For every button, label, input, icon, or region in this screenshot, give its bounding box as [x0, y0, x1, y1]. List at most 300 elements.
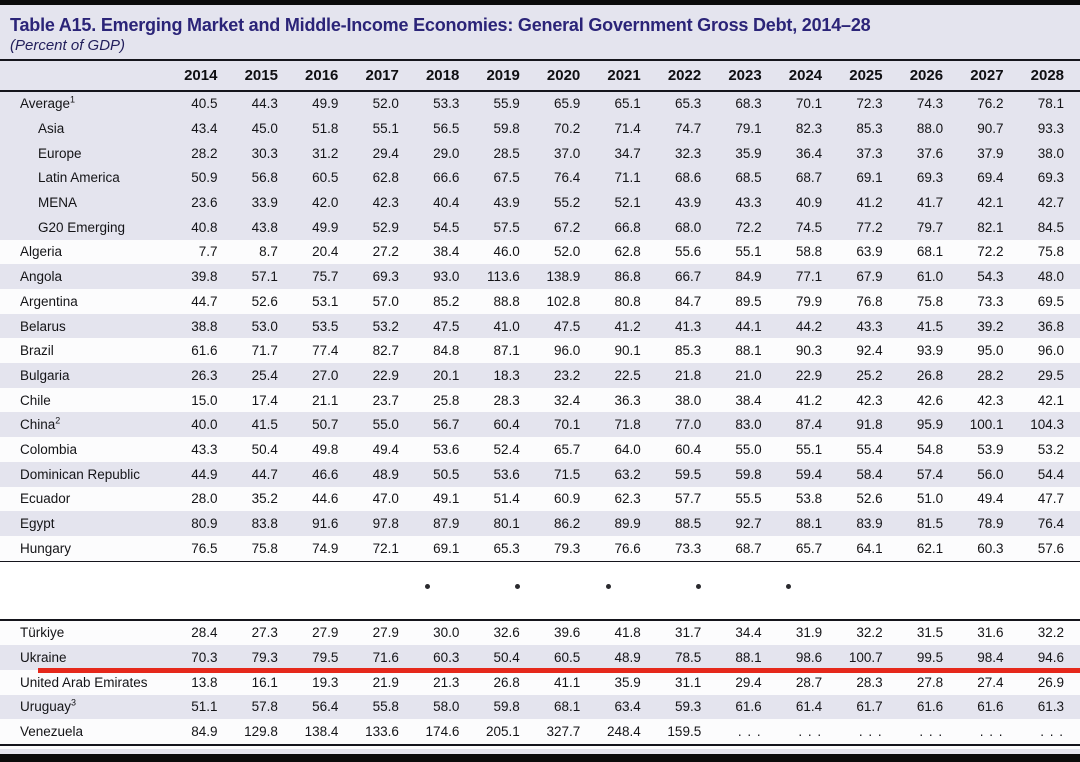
data-cell: 55.0	[372, 417, 399, 433]
data-cell: 83.0	[735, 417, 762, 433]
table-row-average	[0, 92, 1080, 117]
data-cell: 53.2	[372, 318, 399, 334]
upper-table-body	[0, 92, 1080, 561]
data-cell: 23.2	[554, 367, 581, 383]
data-cell: 43.9	[674, 195, 702, 211]
data-cell: 43.9	[493, 195, 520, 211]
data-cell: 71.6	[372, 650, 399, 666]
data-cell: 44.3	[251, 96, 278, 112]
data-cell: 62.8	[372, 170, 399, 186]
data-cell: 87.4	[795, 417, 823, 433]
data-cell: 59.3	[674, 699, 702, 715]
row-label: Asia	[38, 121, 65, 137]
data-cell: 60.5	[554, 650, 581, 666]
data-cell: 57.8	[251, 699, 278, 715]
data-cell: 61.7	[856, 699, 883, 715]
data-cell: 32.2	[856, 625, 883, 641]
data-cell: 28.2	[977, 367, 1004, 383]
data-cell: 31.5	[916, 625, 944, 641]
ellipsis-dot	[696, 584, 701, 589]
data-cell: 53.1	[312, 293, 339, 309]
table-row-egypt	[0, 511, 1080, 536]
data-cell: 92.4	[856, 343, 883, 359]
data-cell: 159.5	[667, 724, 702, 740]
data-cell: 26.8	[916, 367, 944, 383]
row-label: Brazil	[20, 343, 54, 359]
data-cell: 65.9	[554, 96, 581, 112]
data-cell: 86.8	[614, 269, 641, 285]
data-cell: 40.8	[191, 219, 218, 235]
data-cell: 40.5	[191, 96, 218, 112]
data-cell: 87.1	[493, 343, 520, 359]
data-cell: 78.9	[977, 516, 1004, 532]
data-cell: 59.8	[493, 121, 520, 137]
data-cell: 55.6	[674, 244, 702, 260]
data-cell: 58.0	[433, 699, 460, 715]
data-cell: 138.4	[304, 724, 339, 740]
data-cell: 49.9	[312, 96, 339, 112]
data-cell: 89.9	[614, 516, 641, 532]
data-cell: 67.9	[856, 269, 883, 285]
data-cell: 56.0	[977, 466, 1004, 482]
row-label: Venezuela	[20, 724, 84, 740]
data-cell: 82.3	[795, 121, 823, 137]
data-cell: 74.7	[674, 121, 702, 137]
data-cell: 77.0	[674, 417, 702, 433]
data-cell: 129.8	[244, 724, 278, 740]
table-row-ukraine	[0, 645, 1080, 670]
data-cell: 29.0	[433, 145, 460, 161]
year-header-2015: 2015	[244, 66, 278, 84]
data-cell: 90.3	[795, 343, 823, 359]
data-cell: 81.5	[916, 516, 944, 532]
data-cell: 85.3	[674, 343, 702, 359]
data-cell: 27.9	[312, 625, 339, 641]
data-cell: 21.9	[372, 674, 399, 690]
data-cell: 26.9	[1037, 674, 1065, 690]
data-cell: 8.7	[259, 244, 278, 260]
data-cell: 32.3	[674, 145, 702, 161]
data-cell: 52.0	[372, 96, 399, 112]
row-label: Belarus	[20, 318, 66, 334]
data-cell: 43.3	[856, 318, 883, 334]
data-cell: 74.5	[795, 219, 823, 235]
data-cell: 84.8	[433, 343, 460, 359]
data-cell: 88.1	[735, 343, 762, 359]
data-cell: 65.7	[554, 441, 581, 457]
data-cell: 25.4	[251, 367, 278, 383]
data-cell: 61.6	[191, 343, 218, 359]
data-cell: 37.9	[977, 145, 1004, 161]
data-cell: 80.1	[493, 516, 520, 532]
data-cell: 35.9	[735, 145, 762, 161]
data-cell: 42.3	[856, 392, 883, 408]
data-cell: 62.8	[614, 244, 641, 260]
data-cell: 28.4	[191, 625, 218, 641]
data-cell: 68.0	[674, 219, 702, 235]
data-cell: 88.1	[735, 650, 762, 666]
data-cell: 91.8	[856, 417, 883, 433]
data-cell: 94.6	[1037, 650, 1065, 666]
data-cell: 28.5	[493, 145, 520, 161]
data-cell: 56.8	[251, 170, 278, 186]
data-cell: 59.5	[674, 466, 702, 482]
data-cell: 29.5	[1037, 367, 1065, 383]
data-cell: 98.4	[977, 650, 1004, 666]
data-cell: 68.3	[735, 96, 762, 112]
data-cell: . . .	[979, 724, 1004, 740]
data-cell: 55.9	[493, 96, 520, 112]
data-cell: 41.5	[916, 318, 944, 334]
data-cell: 47.5	[433, 318, 460, 334]
data-cell: 38.0	[1037, 145, 1065, 161]
data-cell: 59.8	[493, 699, 520, 715]
data-cell: 174.6	[425, 724, 460, 740]
data-cell: 60.3	[433, 650, 460, 666]
data-cell: 53.3	[433, 96, 460, 112]
data-cell: 38.0	[674, 392, 702, 408]
table-row-algeria	[0, 240, 1080, 265]
data-cell: 42.7	[1037, 195, 1065, 211]
data-cell: 92.7	[735, 516, 762, 532]
data-cell: 42.0	[312, 195, 339, 211]
data-cell: 21.8	[674, 367, 702, 383]
data-cell: 21.3	[433, 674, 460, 690]
year-header-2023: 2023	[728, 66, 762, 84]
data-cell: 22.9	[372, 367, 399, 383]
data-cell: 27.3	[251, 625, 278, 641]
data-cell: 43.8	[251, 219, 278, 235]
footnote-marker: 3	[71, 697, 77, 708]
table-row-uruguay	[0, 695, 1080, 720]
data-cell: 38.4	[735, 392, 762, 408]
data-cell: 61.6	[735, 699, 762, 715]
data-cell: 28.3	[493, 392, 520, 408]
data-cell: 25.2	[856, 367, 883, 383]
data-cell: 71.5	[554, 466, 581, 482]
data-cell: 27.2	[372, 244, 399, 260]
data-cell: 49.8	[312, 441, 339, 457]
data-cell: 42.3	[372, 195, 399, 211]
data-cell: 18.3	[493, 367, 520, 383]
data-cell: 20.1	[433, 367, 460, 383]
data-cell: 39.8	[191, 269, 218, 285]
row-label: Türkiye	[20, 625, 65, 641]
data-cell: 96.0	[554, 343, 581, 359]
table-row-china	[0, 412, 1080, 437]
table-header-block	[0, 5, 1080, 59]
data-cell: 91.6	[312, 516, 339, 532]
data-cell: . . .	[1040, 724, 1065, 740]
data-cell: 79.3	[251, 650, 278, 666]
ellipsis-dot	[515, 584, 520, 589]
data-cell: 69.1	[433, 540, 460, 556]
ellipsis-dot	[786, 584, 791, 589]
year-header-2021: 2021	[607, 66, 641, 84]
data-cell: 44.1	[735, 318, 762, 334]
data-cell: 65.3	[493, 540, 520, 556]
data-cell: 44.2	[795, 318, 823, 334]
ellipsis-dots	[425, 584, 791, 589]
data-cell: 63.2	[614, 466, 641, 482]
data-cell: 53.6	[493, 466, 520, 482]
data-cell: 56.5	[433, 121, 460, 137]
data-cell: 79.3	[554, 540, 581, 556]
table-row-argentina	[0, 289, 1080, 314]
data-cell: 57.4	[916, 466, 944, 482]
data-cell: 77.2	[856, 219, 883, 235]
data-cell: 27.9	[372, 625, 399, 641]
data-cell: 57.1	[251, 269, 278, 285]
data-cell: 38.4	[433, 244, 460, 260]
data-cell: 84.9	[735, 269, 762, 285]
data-cell: 40.4	[433, 195, 460, 211]
data-cell: 68.7	[795, 170, 823, 186]
data-cell: 61.0	[916, 269, 944, 285]
data-cell: 78.5	[674, 650, 702, 666]
data-cell: 51.8	[312, 121, 339, 137]
data-cell: 52.4	[493, 441, 520, 457]
footnote-marker: 1	[70, 94, 76, 105]
data-cell: 62.3	[614, 491, 641, 507]
data-cell: 22.9	[795, 367, 823, 383]
data-cell: 64.1	[856, 540, 883, 556]
data-cell: 86.2	[554, 516, 581, 532]
data-cell: 37.0	[554, 145, 581, 161]
table-row-g20-emerging	[0, 215, 1080, 240]
data-cell: 44.7	[251, 466, 278, 482]
data-cell: 93.3	[1037, 121, 1065, 137]
row-label: Ecuador	[20, 491, 71, 507]
data-cell: 95.9	[916, 417, 944, 433]
data-cell: 63.4	[614, 699, 641, 715]
row-label: China$^2$	[20, 415, 61, 433]
data-cell: 25.8	[433, 392, 460, 408]
data-cell: 56.4	[312, 699, 339, 715]
data-cell: 49.4	[977, 491, 1004, 507]
bottom-gap	[0, 746, 1080, 749]
data-cell: 138.9	[546, 269, 581, 285]
data-cell: 76.4	[1037, 516, 1065, 532]
data-cell: 47.0	[372, 491, 399, 507]
data-cell: 29.4	[372, 145, 399, 161]
data-cell: 83.9	[856, 516, 883, 532]
data-cell: 70.2	[554, 121, 581, 137]
data-cell: 46.0	[493, 244, 520, 260]
data-cell: 66.7	[674, 269, 702, 285]
data-cell: 66.6	[433, 170, 460, 186]
year-header-2028: 2028	[1030, 66, 1065, 84]
data-cell: 205.1	[486, 724, 520, 740]
table-row-ecuador	[0, 487, 1080, 512]
row-label: Algeria	[20, 244, 63, 260]
data-cell: 21.0	[735, 367, 762, 383]
data-cell: 40.0	[191, 417, 218, 433]
data-cell: 85.3	[856, 121, 883, 137]
data-cell: 36.4	[795, 145, 823, 161]
data-cell: 100.7	[848, 650, 883, 666]
data-cell: 55.1	[735, 244, 762, 260]
data-cell: 31.6	[977, 625, 1004, 641]
data-cell: 55.2	[554, 195, 581, 211]
data-cell: 55.4	[856, 441, 883, 457]
data-cell: 70.1	[554, 417, 581, 433]
data-cell: 23.7	[372, 392, 399, 408]
data-cell: 75.8	[1037, 244, 1065, 260]
table-subtitle: (Percent of GDP)	[10, 36, 126, 54]
data-cell: 83.8	[251, 516, 278, 532]
data-cell: 48.9	[372, 466, 399, 482]
data-cell: 41.5	[251, 417, 278, 433]
data-cell: 55.5	[735, 491, 762, 507]
data-cell: 61.6	[977, 699, 1004, 715]
data-cell: 15.0	[191, 392, 218, 408]
table-row-angola	[0, 264, 1080, 289]
data-cell: 31.9	[795, 625, 823, 641]
data-cell: 37.3	[856, 145, 883, 161]
data-cell: 69.4	[977, 170, 1004, 186]
row-label: Ukraine	[20, 650, 67, 666]
data-cell: 30.3	[251, 145, 278, 161]
data-cell: 73.3	[977, 293, 1004, 309]
data-cell: 69.3	[372, 269, 399, 285]
data-cell: 48.0	[1037, 269, 1065, 285]
data-cell: 64.0	[614, 441, 641, 457]
data-cell: 104.3	[1030, 417, 1065, 433]
data-cell: 43.3	[735, 195, 762, 211]
data-cell: 27.8	[916, 674, 944, 690]
data-cell: 54.5	[433, 219, 460, 235]
row-label: United Arab Emirates	[20, 674, 148, 690]
data-cell: 113.6	[487, 269, 520, 285]
data-cell: 75.7	[312, 269, 339, 285]
data-cell: 41.7	[916, 195, 944, 211]
data-cell: 44.7	[191, 293, 218, 309]
row-label: Argentina	[20, 293, 78, 309]
bottom-border-bar	[0, 754, 1080, 762]
data-cell: 79.7	[916, 219, 944, 235]
data-cell: 84.7	[674, 293, 702, 309]
ellipsis-dot	[425, 584, 430, 589]
data-cell: 26.8	[493, 674, 520, 690]
data-cell: 67.2	[554, 219, 581, 235]
data-cell: 68.1	[554, 699, 581, 715]
row-label: G20 Emerging	[38, 219, 126, 235]
data-cell: 87.9	[433, 516, 460, 532]
data-cell: 52.1	[614, 195, 641, 211]
data-cell: 47.5	[554, 318, 581, 334]
data-cell: 49.1	[433, 491, 460, 507]
data-cell: 88.5	[674, 516, 702, 532]
data-cell: 39.6	[554, 625, 581, 641]
data-cell: 50.9	[191, 170, 218, 186]
data-cell: 20.4	[312, 244, 339, 260]
data-cell: 68.1	[916, 244, 944, 260]
data-cell: 76.6	[614, 540, 641, 556]
data-cell: 57.6	[1037, 540, 1065, 556]
year-header-2017: 2017	[365, 66, 399, 84]
lower-table-body	[0, 621, 1080, 744]
data-cell: 34.7	[614, 145, 641, 161]
year-header-2022: 2022	[667, 66, 702, 84]
data-cell: 54.8	[916, 441, 944, 457]
data-cell: 57.7	[674, 491, 702, 507]
data-cell: 42.1	[977, 195, 1004, 211]
row-label: Bulgaria	[20, 367, 70, 383]
data-cell: 69.3	[1037, 170, 1065, 186]
data-cell: 72.1	[372, 540, 399, 556]
data-cell: 48.9	[614, 650, 641, 666]
data-cell: 40.9	[795, 195, 823, 211]
data-cell: 60.3	[977, 540, 1004, 556]
table-row-mena	[0, 190, 1080, 215]
data-cell: 53.6	[433, 441, 460, 457]
data-cell: 68.6	[674, 170, 702, 186]
data-cell: 22.5	[614, 367, 641, 383]
row-label: Angola	[20, 269, 63, 285]
data-cell: 82.7	[372, 343, 399, 359]
data-cell: 26.3	[191, 367, 218, 383]
data-cell: 41.2	[795, 392, 823, 408]
data-cell: 90.7	[977, 121, 1004, 137]
data-cell: 79.1	[735, 121, 762, 137]
row-label: Europe	[38, 145, 82, 161]
data-cell: 56.7	[433, 417, 460, 433]
data-cell: 50.7	[312, 417, 339, 433]
year-header-row	[0, 61, 1080, 90]
data-cell: 71.1	[614, 170, 641, 186]
data-cell: 27.4	[977, 674, 1004, 690]
data-cell: 34.4	[735, 625, 762, 641]
row-label: Egypt	[20, 516, 55, 532]
data-cell: 21.1	[312, 392, 339, 408]
data-cell: 51.1	[191, 699, 218, 715]
data-cell: 52.6	[856, 491, 883, 507]
table-row-chile	[0, 388, 1080, 413]
data-cell: . . .	[919, 724, 944, 740]
data-cell: 17.4	[251, 392, 278, 408]
table-row-belarus	[0, 314, 1080, 339]
year-header-2014: 2014	[184, 66, 218, 84]
data-cell: 53.8	[795, 491, 823, 507]
data-cell: 100.1	[969, 417, 1004, 433]
data-cell: 60.5	[312, 170, 339, 186]
data-cell: 42.6	[916, 392, 944, 408]
data-cell: 74.9	[312, 540, 339, 556]
data-cell: 41.0	[493, 318, 520, 334]
row-label: Colombia	[20, 441, 78, 457]
data-cell: . . .	[737, 724, 762, 740]
data-cell: 60.9	[554, 491, 581, 507]
data-cell: 62.1	[916, 540, 944, 556]
data-cell: 29.4	[735, 674, 762, 690]
data-cell: 69.1	[856, 170, 883, 186]
data-cell: 58.8	[795, 244, 823, 260]
row-label: MENA	[38, 195, 78, 211]
data-cell: 57.0	[372, 293, 399, 309]
data-cell: 84.9	[191, 724, 218, 740]
data-cell: . . .	[858, 724, 883, 740]
footnote-marker: 2	[55, 415, 61, 426]
data-cell: 88.1	[795, 516, 823, 532]
data-cell: 71.7	[251, 343, 278, 359]
data-cell: 49.9	[312, 219, 339, 235]
data-cell: 19.3	[312, 674, 339, 690]
table-row-asia	[0, 116, 1080, 141]
data-cell: 88.0	[916, 121, 944, 137]
data-cell: 23.6	[191, 195, 218, 211]
table-row-t-rkiye	[0, 621, 1080, 646]
